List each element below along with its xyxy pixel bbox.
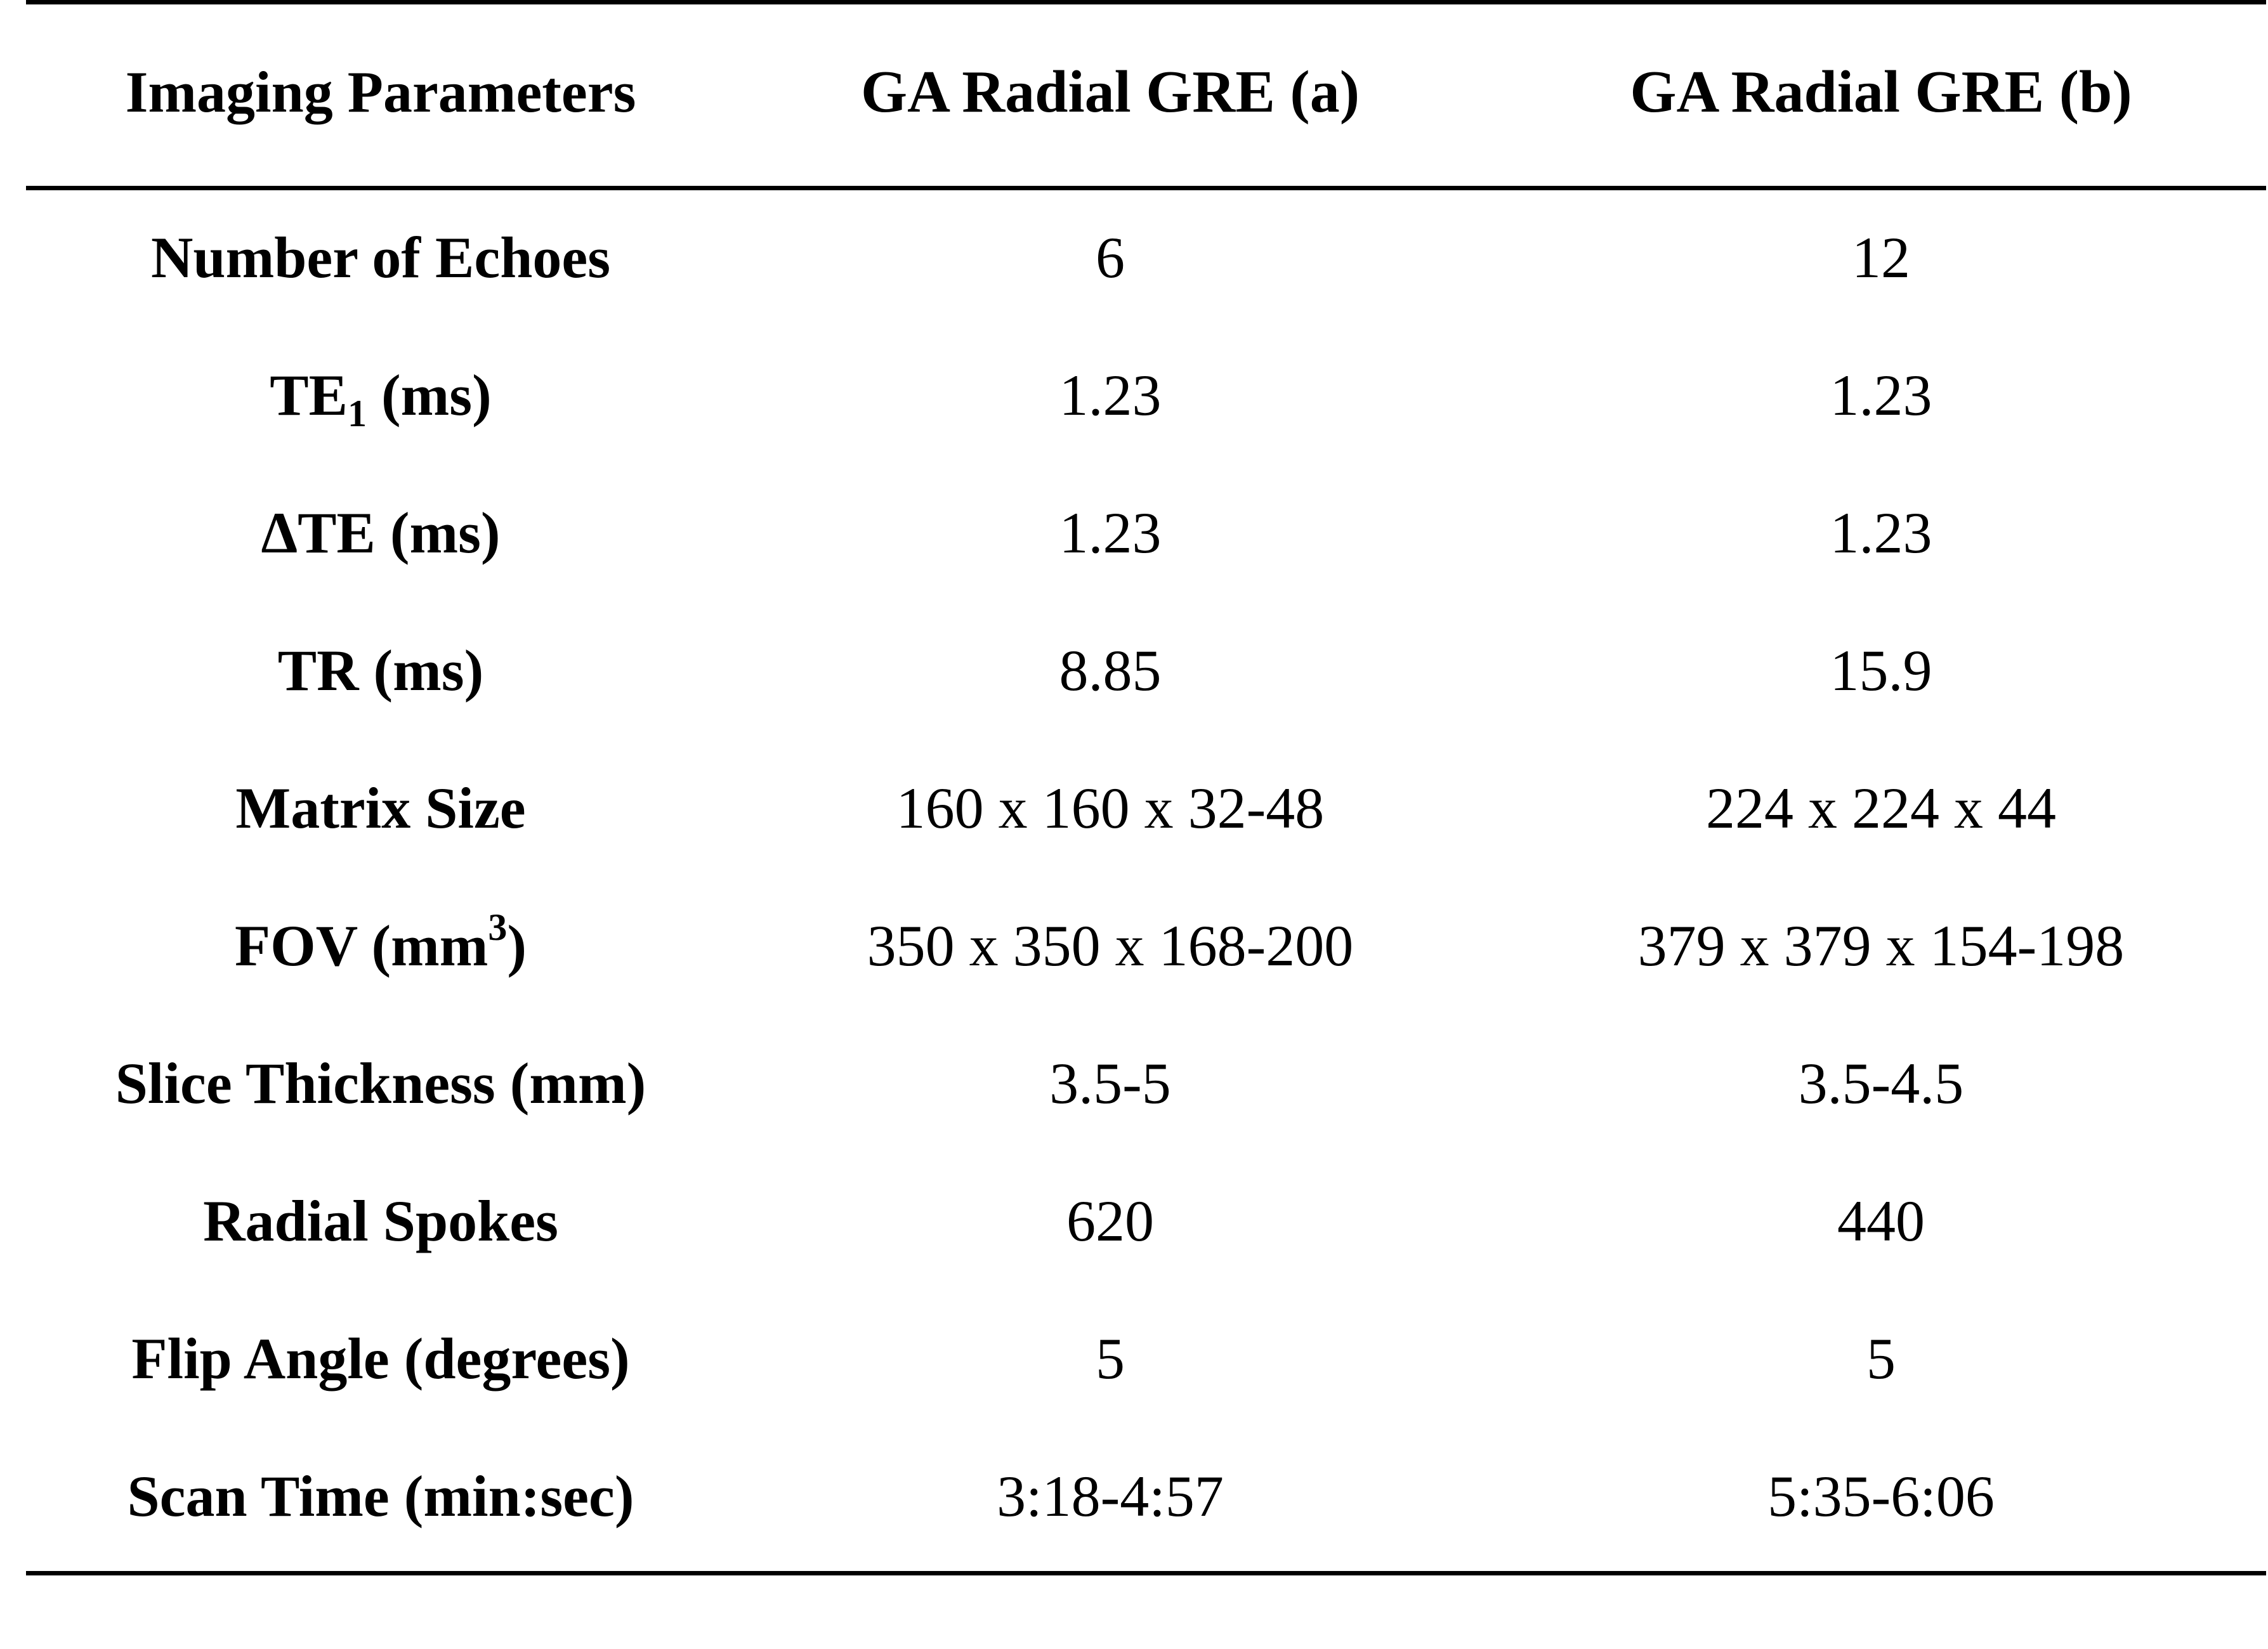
cell-a-slice-thickness: 3.5-5	[1049, 1051, 1171, 1116]
cell-a-te1: 1.23	[1059, 363, 1162, 427]
row-label-number-of-echoes: Number of Echoes	[150, 225, 611, 290]
row-label-tr: TR (ms)	[277, 638, 484, 703]
cell-a-matrix-size: 160 x 160 x 32-48	[896, 776, 1325, 840]
cell-b-matrix-size: 224 x 224 x 44	[1706, 776, 2056, 840]
cell-b-flip-angle: 5	[1866, 1326, 1896, 1391]
cell-b-slice-thickness: 3.5-4.5	[1798, 1051, 1964, 1116]
cell-b-tr: 15.9	[1830, 638, 1932, 703]
cell-a-number-of-echoes: 6	[1096, 225, 1125, 290]
cell-b-number-of-echoes: 12	[1852, 225, 1910, 290]
row-label-te1: TE1 (ms)	[270, 363, 492, 434]
cell-b-scan-time: 5:35-6:06	[1767, 1464, 1995, 1528]
cell-a-radial-spokes: 620	[1066, 1189, 1154, 1253]
row-label-scan-time: Scan Time (min:sec)	[127, 1464, 634, 1528]
cell-a-scan-time: 3:18-4:57	[997, 1464, 1224, 1528]
cell-b-fov: 379 x 379 x 154-198	[1637, 913, 2125, 978]
row-label-fov: FOV $(mm^3)$	[234, 906, 527, 978]
table-bottom-rule	[26, 1571, 2266, 1575]
row-label-flip-angle: Flip Angle (degrees)	[131, 1326, 630, 1391]
row-label-slice-thickness: Slice Thickness (mm)	[115, 1051, 646, 1116]
cell-a-delta-te: 1.23	[1059, 500, 1162, 565]
cell-a-flip-angle: 5	[1096, 1326, 1125, 1391]
header-ga-radial-gre-a: GA Radial GRE (a)	[860, 59, 1360, 125]
cell-b-te1: 1.23	[1830, 363, 1932, 427]
cell-a-tr: 8.85	[1059, 638, 1162, 703]
header-imaging-parameters: Imaging Parameters	[125, 60, 636, 124]
table-top-rule	[26, 0, 2266, 4]
cell-a-fov: 350 x 350 x 168-200	[867, 913, 1354, 978]
row-label-matrix-size: Matrix Size	[235, 776, 526, 840]
row-label-delta-te: ΔTE (ms)	[261, 500, 501, 565]
row-label-radial-spokes: Radial Spokes	[203, 1189, 558, 1253]
cell-b-delta-te: 1.23	[1830, 500, 1932, 565]
header-ga-radial-gre-b: GA Radial GRE (b)	[1630, 59, 2132, 125]
header-separator-rule	[26, 186, 2266, 190]
cell-b-radial-spokes: 440	[1837, 1189, 1925, 1253]
